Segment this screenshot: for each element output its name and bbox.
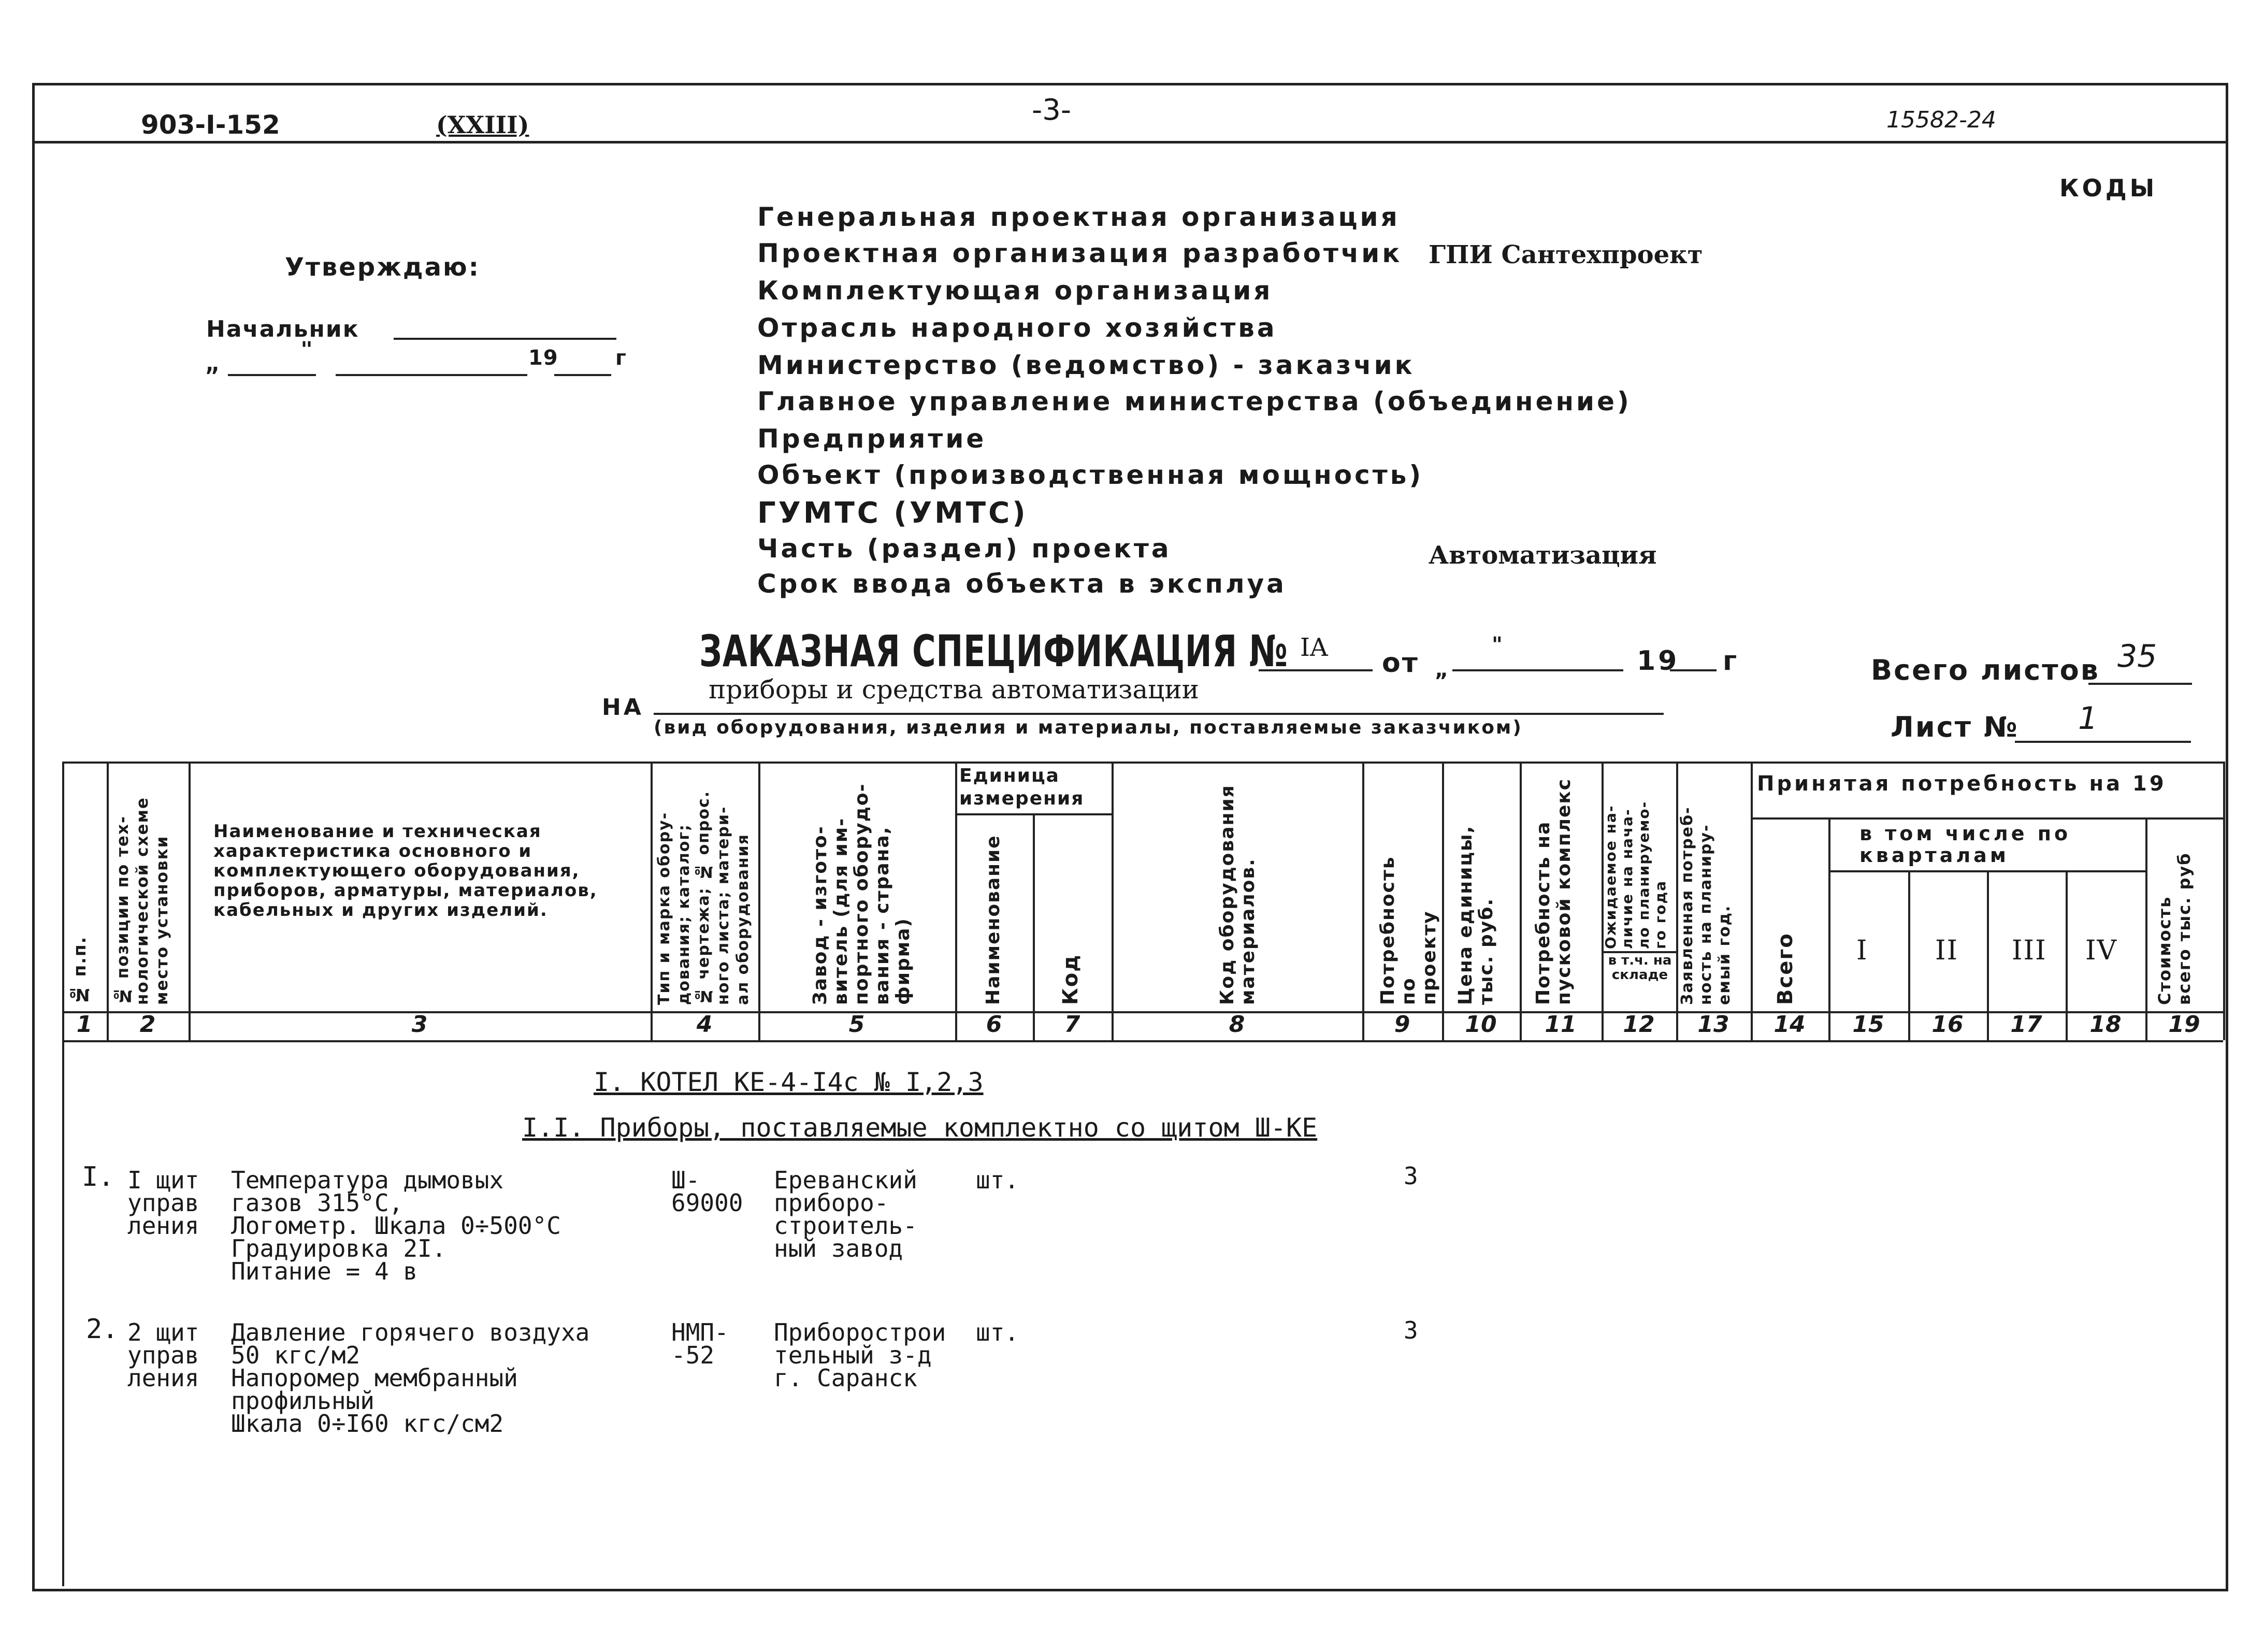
approve-label: Утверждаю: bbox=[285, 253, 480, 282]
col-number-7: 7 bbox=[1064, 1011, 1080, 1038]
col-header-2: № позиции по тех- нологической схеме место установки bbox=[113, 797, 171, 1005]
reference-code: 15582-24 bbox=[1886, 107, 1996, 133]
approval-month-line bbox=[336, 374, 527, 376]
col-number-11: 11 bbox=[1545, 1011, 1577, 1038]
col-header-19: Стоимость всего тыс. руб bbox=[2155, 852, 2194, 1005]
row-number: I. bbox=[82, 1161, 114, 1193]
org-line-supplier: Комплектующая организация bbox=[757, 276, 1273, 306]
approval-year-line bbox=[554, 374, 611, 376]
spec-quote: " bbox=[1492, 633, 1505, 657]
col-number-9: 9 bbox=[1394, 1011, 1410, 1038]
org-line-project-part: Часть (раздел) проекта bbox=[757, 534, 1172, 564]
col-number-14: 14 bbox=[1773, 1011, 1806, 1038]
org-line-object: Объект (производственная мощность) bbox=[757, 460, 1424, 490]
col-header-13: Заявленная потреб- ность на планиру- емый год. bbox=[1678, 806, 1734, 1005]
org-line-ministry: Министерство (ведомство) - заказчик bbox=[757, 350, 1415, 380]
chief-label: Начальник bbox=[206, 316, 359, 342]
subsection-heading: I.I. Приборы, поставляемые комплектно со щитом Ш-КЕ bbox=[522, 1113, 1318, 1143]
col-header-quarter-2: II bbox=[1935, 935, 1959, 966]
approval-day-line bbox=[228, 374, 316, 376]
row-number: 2. bbox=[86, 1314, 119, 1345]
spec-date-line bbox=[1452, 669, 1623, 671]
col-number-6: 6 bbox=[986, 1011, 1002, 1038]
col-header-14: Всего bbox=[1773, 932, 1797, 1005]
spec-number-line bbox=[1259, 669, 1373, 671]
page-number: -3- bbox=[1032, 93, 1072, 127]
row-maker: Ереванский приборо- строитель- ный завод bbox=[774, 1166, 917, 1262]
col-header-3: Наименование и техническая характеристика основного и комплектующего оборудования, приборов, арматуры, материалов, кабельных и других изделий. bbox=[213, 821, 598, 921]
spec-na: НА bbox=[602, 694, 644, 721]
row-position: 2 щит управ ления bbox=[127, 1318, 199, 1392]
sheet-value: 1 bbox=[2078, 700, 2098, 737]
approval-year-prefix: 19 bbox=[528, 346, 558, 370]
spec-year-line bbox=[1670, 669, 1717, 671]
row-unit: шт. bbox=[976, 1318, 1019, 1346]
col-number-1: 1 bbox=[76, 1011, 93, 1038]
col-header-7: Код bbox=[1059, 954, 1083, 1005]
org-line-industry: Отрасль народного хозяйства bbox=[757, 313, 1277, 343]
col-header-6: Наименование bbox=[983, 835, 1004, 1005]
col-header-12: Ожидаемое на- личие на нача- ло планируемо- го года bbox=[1602, 800, 1669, 949]
col-header-8: Код оборудования материалов. bbox=[1217, 784, 1259, 1005]
org-line-general: Генеральная проектная организация bbox=[757, 202, 1400, 232]
total-sheets-value: 35 bbox=[2117, 638, 2157, 674]
col-header-5: Завод - изгото- витель (для им- портного оборудо- вания - страна, фирма) bbox=[810, 783, 914, 1005]
row-maker: Приборострои тельный з-д г. Саранск bbox=[774, 1318, 946, 1392]
spec-subject-line bbox=[654, 713, 1664, 715]
row-quantity: 3 bbox=[1404, 1162, 1418, 1190]
doc-number: 903-I-152 bbox=[141, 110, 280, 140]
col-header-1: № п.п. bbox=[69, 936, 90, 1005]
doc-roman: (XXIII) bbox=[436, 111, 529, 139]
row-name: Давление горячего воздуха 50 кгс/м2 Напоромер мембранный профильный Шкала 0÷I60 кгс/см2 bbox=[231, 1318, 590, 1438]
row-position: I щит управ ления bbox=[127, 1166, 199, 1240]
spec-quote-open: „ bbox=[1435, 658, 1451, 682]
org-line-commissioning: Срок ввода объекта в эксплуа bbox=[757, 569, 1287, 599]
spec-subject-caption: (вид оборудования, изделия и материалы, поставляемые заказчиком) bbox=[654, 717, 1523, 738]
quarters-header: в том числе по кварталам bbox=[1859, 822, 2071, 867]
col-number-3: 3 bbox=[411, 1011, 428, 1038]
col-number-2: 2 bbox=[139, 1011, 156, 1038]
col-header-9: Потребность по проекту bbox=[1377, 856, 1440, 1005]
row-type: НМП- -52 bbox=[671, 1318, 729, 1369]
col-number-12: 12 bbox=[1623, 1011, 1655, 1038]
chief-signature-line bbox=[394, 338, 616, 340]
col-number-18: 18 bbox=[2089, 1011, 2122, 1038]
col-header-quarter-1: I bbox=[1856, 935, 1868, 966]
col-number-15: 15 bbox=[1852, 1011, 1884, 1038]
spec-year-suffix: г bbox=[1723, 645, 1740, 677]
spec-number: IA bbox=[1300, 633, 1328, 662]
col-number-8: 8 bbox=[1229, 1011, 1245, 1038]
row-unit: шт. bbox=[976, 1166, 1019, 1194]
header-divider bbox=[32, 141, 2226, 143]
org-line-developer: Проектная организация разработчик bbox=[757, 238, 1403, 268]
col-header-11: Потребность на пусковой комплекс bbox=[1533, 778, 1575, 1005]
col-number-16: 16 bbox=[1931, 1011, 1964, 1038]
spec-from: от bbox=[1382, 648, 1419, 679]
row-quantity: 3 bbox=[1404, 1316, 1418, 1344]
col-number-5: 5 bbox=[848, 1011, 865, 1038]
col-header-4: Тип и марка обору- дования; каталог; № чертежа; № опрос. ного листа; матери- ал оборудования bbox=[655, 790, 752, 1005]
col-header-quarter-3: III bbox=[2012, 935, 2047, 966]
sheet-label: Лист № bbox=[1891, 711, 2019, 743]
col-number-17: 17 bbox=[2010, 1011, 2042, 1038]
approval-year-suffix: г bbox=[615, 346, 629, 370]
col-number-19: 19 bbox=[2168, 1011, 2200, 1038]
col-number-13: 13 bbox=[1697, 1011, 1729, 1038]
row-type: Ш- 69000 bbox=[671, 1166, 743, 1217]
section-heading: I. КОТЕЛ КЕ-4-I4с № I,2,3 bbox=[594, 1067, 984, 1097]
spec-year-prefix: 19 bbox=[1637, 645, 1680, 677]
project-part-value: Автоматизация bbox=[1429, 541, 1657, 570]
codes-label: КОДЫ bbox=[2059, 174, 2158, 202]
row-name: Температура дымовых газов 315°С, Логометр. Шкала 0÷500°С Градуировка 2I. Питание = 4 в bbox=[231, 1166, 561, 1285]
approval-quote-close: " bbox=[300, 338, 313, 362]
col-header-quarter-4: IV bbox=[2085, 935, 2118, 966]
org-line-main-directorate: Главное управление министерства (объединение) bbox=[757, 386, 1632, 416]
accepted-header: Принятая потребность на 19 bbox=[1757, 772, 2167, 796]
org-line-gumts: ГУМТС (УМТС) bbox=[757, 496, 1028, 530]
total-sheets-line bbox=[2088, 683, 2192, 685]
col-header-unit-group: Единица измерения bbox=[959, 765, 1085, 809]
col-header-10: Цена единицы, тыс. руб. bbox=[1455, 825, 1497, 1005]
org-developer-value: ГПИ Сантехпроект bbox=[1429, 240, 1703, 269]
col-header-12b: в т.ч. на складе bbox=[1608, 953, 1672, 983]
sheet-line bbox=[2015, 741, 2191, 743]
col-number-10: 10 bbox=[1465, 1011, 1497, 1038]
total-sheets-label: Всего листов bbox=[1871, 654, 2100, 686]
spec-title: ЗАКАЗНАЯ СПЕЦИФИКАЦИЯ № bbox=[699, 626, 1288, 677]
org-line-enterprise: Предприятие bbox=[757, 424, 987, 454]
spec-subject: приборы и средства автоматизации bbox=[709, 674, 1199, 705]
col-number-4: 4 bbox=[696, 1011, 713, 1038]
approval-quote-open: „ bbox=[205, 350, 219, 377]
